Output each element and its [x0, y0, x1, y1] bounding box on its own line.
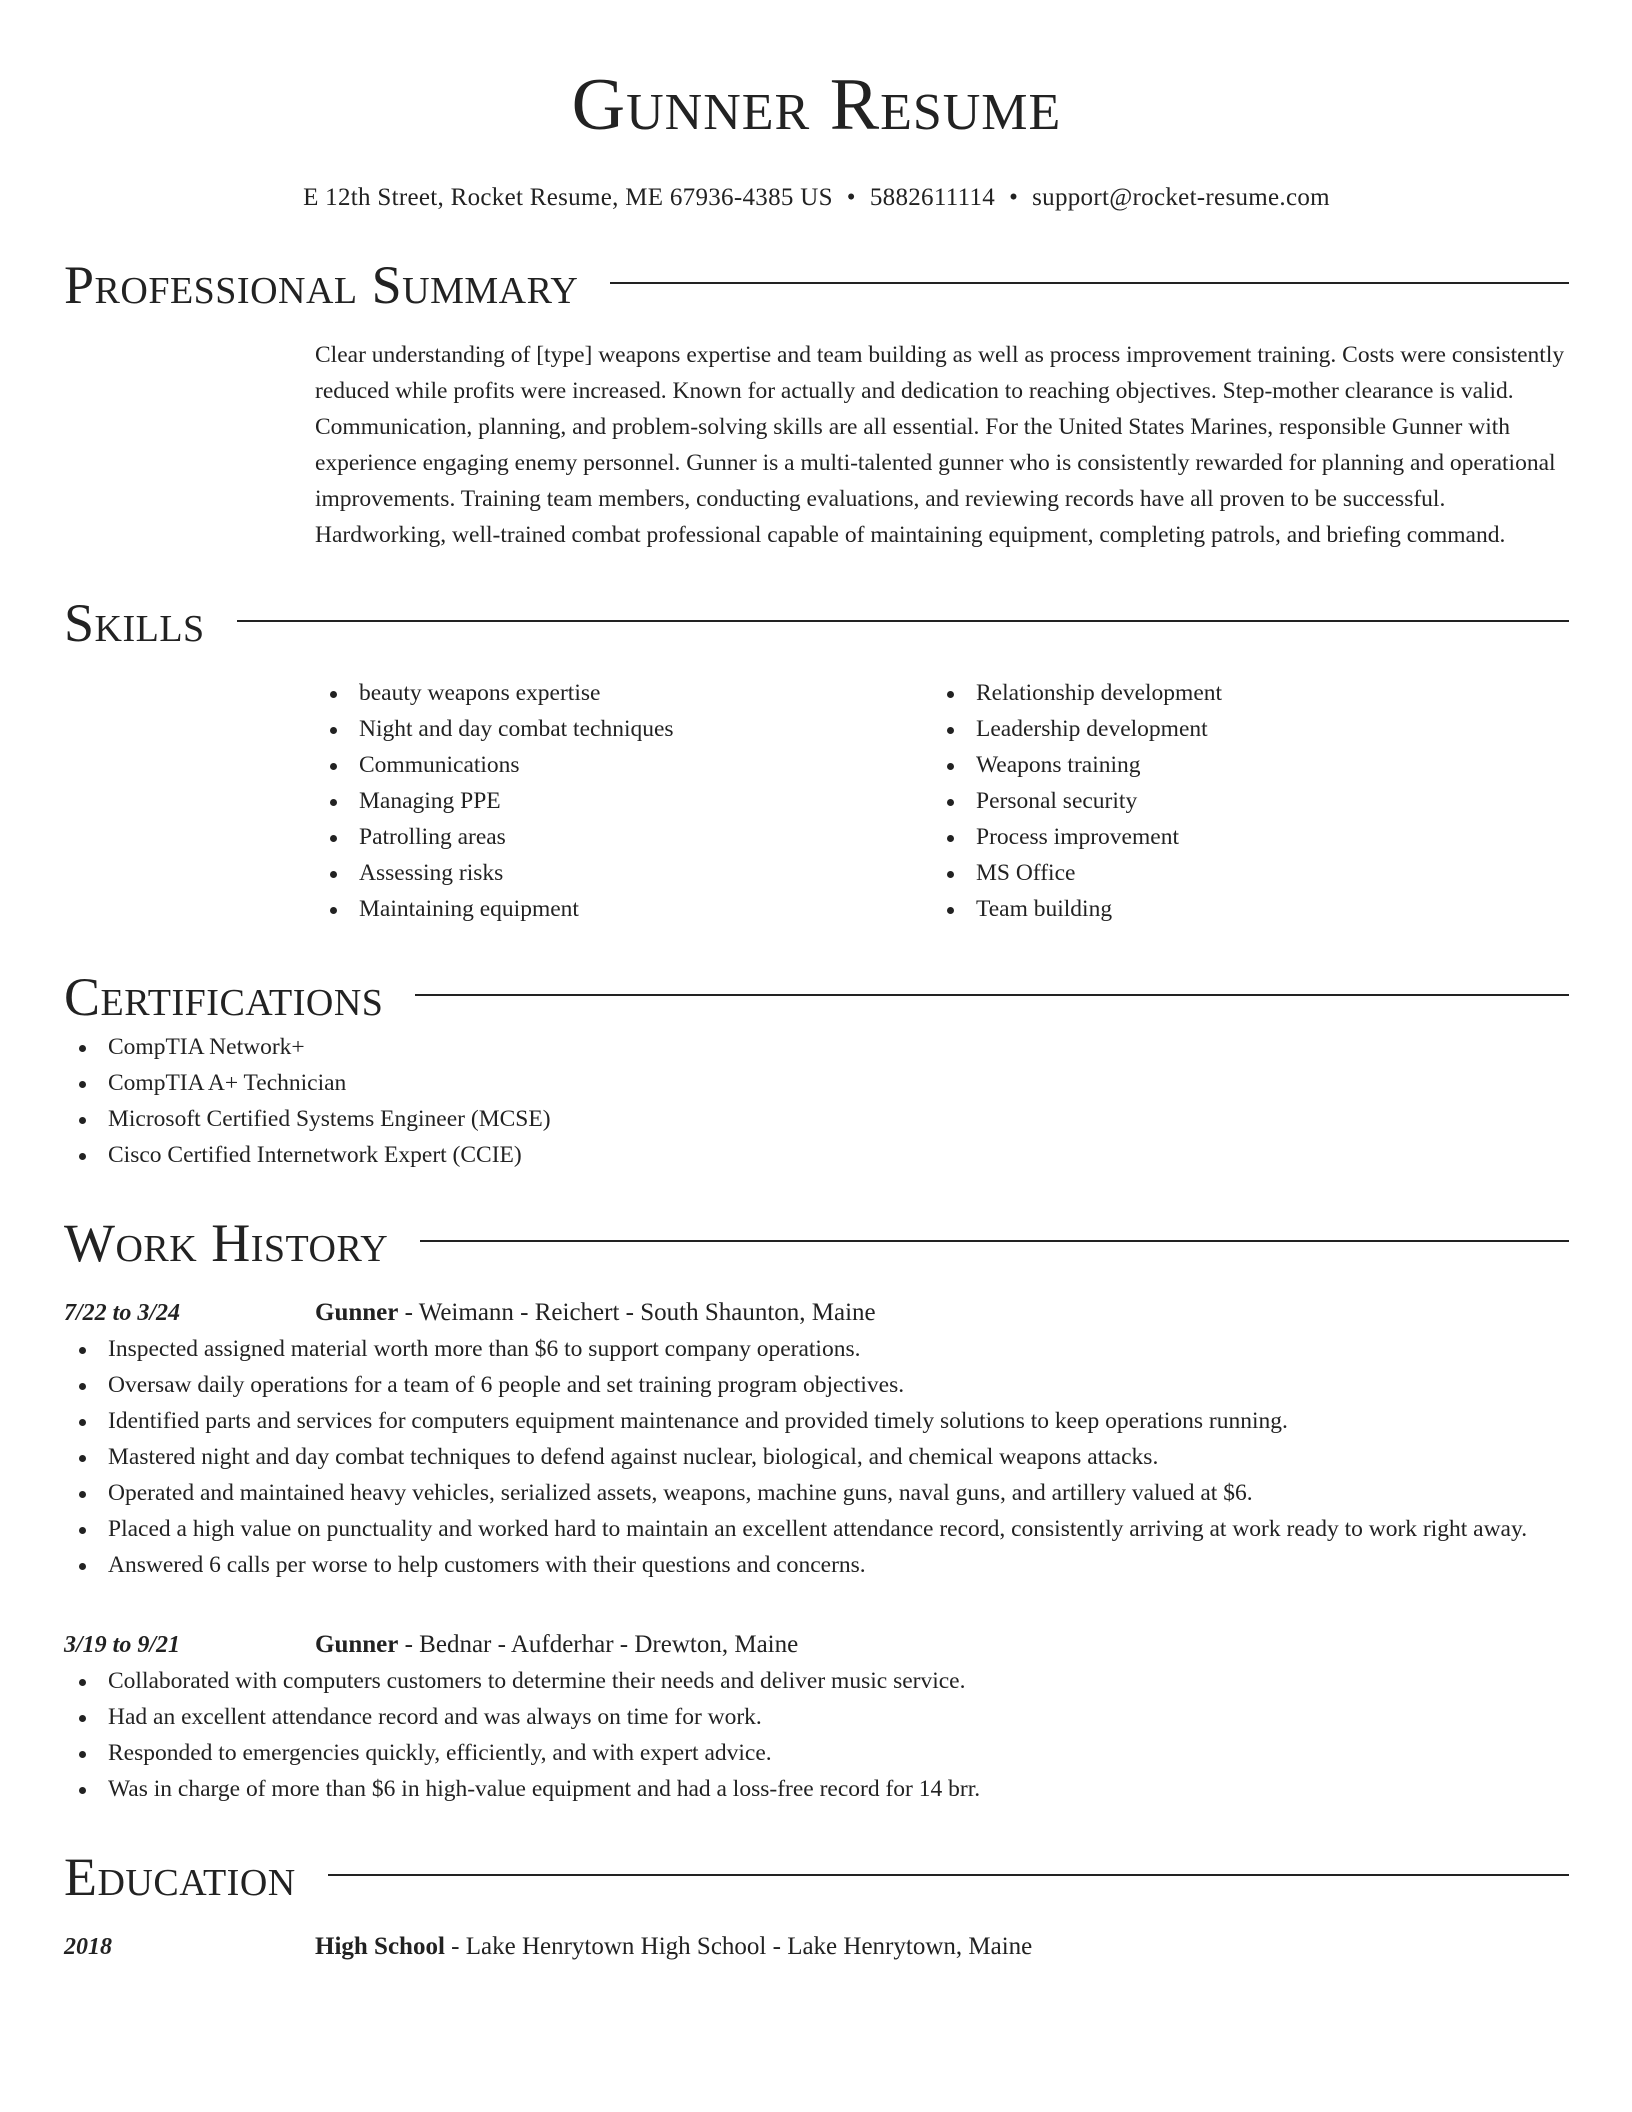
job-bullet: Mastered night and day combat techniques to defend against nuclear, biological, and chemical weapons attacks. — [64, 1439, 1569, 1475]
contact-separator: • — [846, 184, 856, 211]
education-school: - Lake Henrytown High School - Lake Henrytown, Maine — [444, 1933, 1033, 1960]
certification-item: CompTIA Network+ — [64, 1029, 1569, 1065]
skill-item: Weapons training — [932, 747, 1549, 783]
job-bullets — [64, 1331, 1569, 1583]
certifications-list — [64, 1029, 1569, 1173]
skill-item: Communications — [315, 747, 932, 783]
contact-line — [64, 181, 1569, 215]
job-bullet: Answered 6 calls per worse to help customers with their questions and concerns. — [64, 1547, 1569, 1583]
skill-item: Personal security — [932, 783, 1549, 819]
job-title-line — [315, 1627, 798, 1663]
job-bullets — [64, 1663, 1569, 1807]
contact-phone: 5882611114 — [869, 184, 996, 211]
skills-section-header — [64, 591, 1569, 655]
job-bullet: Inspected assigned material worth more than $6 to support company operations. — [64, 1331, 1569, 1367]
job-title: Gunner — [315, 1631, 399, 1658]
job-bullet: Was in charge of more than $6 in high-value equipment and had a loss-free record for 14 brr. — [64, 1771, 1569, 1807]
job-bullet: Oversaw daily operations for a team of 6 people and set training program objectives. — [64, 1367, 1569, 1403]
contact-address: E 12th Street, Rocket Resume, ME 67936-4385 US — [303, 184, 833, 211]
resume-name: Gunner Resume — [571, 64, 1062, 146]
education-line — [315, 1929, 1032, 1965]
summary-text: Clear understanding of [type] weapons expertise and team building as well as process improvement training. Costs were consistently reduced while profits were increased. Known for actually and dedication to reaching objectives. Step-mother clearance is valid. Communication, planning, and problem-solving skills are all essential. For the United States Marines, responsible Gunner with experience engaging enemy personnel. Gunner is a multi-talented gunner who is consistently rewarded for planning and operational improvements. Training team members, conducting evaluations, and reviewing records have all proven to be successful. Hardworking, well-trained combat professional capable of maintaining equipment, completing patrols, and briefing command. — [315, 342, 1565, 548]
work-history-heading: Work History — [64, 1213, 389, 1273]
section-divider — [328, 1874, 1569, 1876]
skill-item: Assessing risks — [315, 855, 932, 891]
education-year: 2018 — [64, 1934, 112, 1960]
skill-item: MS Office — [932, 855, 1549, 891]
skill-item: Leadership development — [932, 711, 1549, 747]
skills-list — [315, 675, 1569, 927]
skill-item: Relationship development — [932, 675, 1549, 711]
skills-column-right — [932, 675, 1549, 927]
certifications-heading: Certifications — [64, 967, 384, 1027]
education-degree: High School — [315, 1933, 445, 1960]
job-entry-header — [64, 1627, 1569, 1663]
skill-item: Managing PPE — [315, 783, 932, 819]
section-divider — [237, 620, 1569, 622]
skills-column-left — [315, 675, 932, 927]
skill-item: Night and day combat techniques — [315, 711, 932, 747]
job-bullet: Responded to emergencies quickly, efficiently, and with expert advice. — [64, 1735, 1569, 1771]
job-entry-header — [64, 1295, 1569, 1331]
job-dates: 7/22 to 3/24 — [64, 1300, 181, 1326]
section-divider — [420, 1240, 1569, 1242]
job-employer: - Weimann - Reichert - South Shaunton, Maine — [398, 1299, 876, 1326]
certification-item: Cisco Certified Internetwork Expert (CCIE) — [64, 1137, 1569, 1173]
skill-item: Maintaining equipment — [315, 891, 932, 927]
certifications-section-header — [64, 965, 1569, 1029]
job-dates: 3/19 to 9/21 — [64, 1632, 181, 1658]
job-bullet: Placed a high value on punctuality and worked hard to maintain an excellent attendance record, consistently arriving at work ready to work right away. — [64, 1511, 1569, 1547]
job-bullet: Operated and maintained heavy vehicles, serialized assets, weapons, machine guns, naval guns, and artillery valued at $6. — [64, 1475, 1569, 1511]
job-bullet: Had an excellent attendance record and was always on time for work. — [64, 1699, 1569, 1735]
contact-email: support@rocket-resume.com — [1032, 184, 1330, 211]
education-section-header — [64, 1845, 1569, 1909]
certification-item: CompTIA A+ Technician — [64, 1065, 1569, 1101]
job-title-line — [315, 1295, 876, 1331]
skill-item: Team building — [932, 891, 1549, 927]
certification-item: Microsoft Certified Systems Engineer (MCSE) — [64, 1101, 1569, 1137]
education-entry — [64, 1929, 1569, 1965]
summary-section-header — [64, 253, 1569, 317]
job-bullet: Identified parts and services for computers equipment maintenance and provided timely solutions to keep operations running. — [64, 1403, 1569, 1439]
skill-item: beauty weapons expertise — [315, 675, 932, 711]
job-bullet: Collaborated with computers customers to determine their needs and deliver music service. — [64, 1663, 1569, 1699]
section-divider — [610, 282, 1569, 284]
work-history-section-header — [64, 1211, 1569, 1275]
education-heading: Education — [64, 1847, 296, 1907]
summary-heading: Professional Summary — [64, 255, 579, 315]
job-employer: - Bednar - Aufderhar - Drewton, Maine — [398, 1631, 799, 1658]
resume-page — [64, 0, 1569, 1965]
skill-item: Process improvement — [932, 819, 1549, 855]
skills-heading: Skills — [64, 593, 205, 653]
skill-item: Patrolling areas — [315, 819, 932, 855]
section-divider — [415, 994, 1569, 996]
job-title: Gunner — [315, 1299, 399, 1326]
contact-separator: • — [1009, 184, 1019, 211]
